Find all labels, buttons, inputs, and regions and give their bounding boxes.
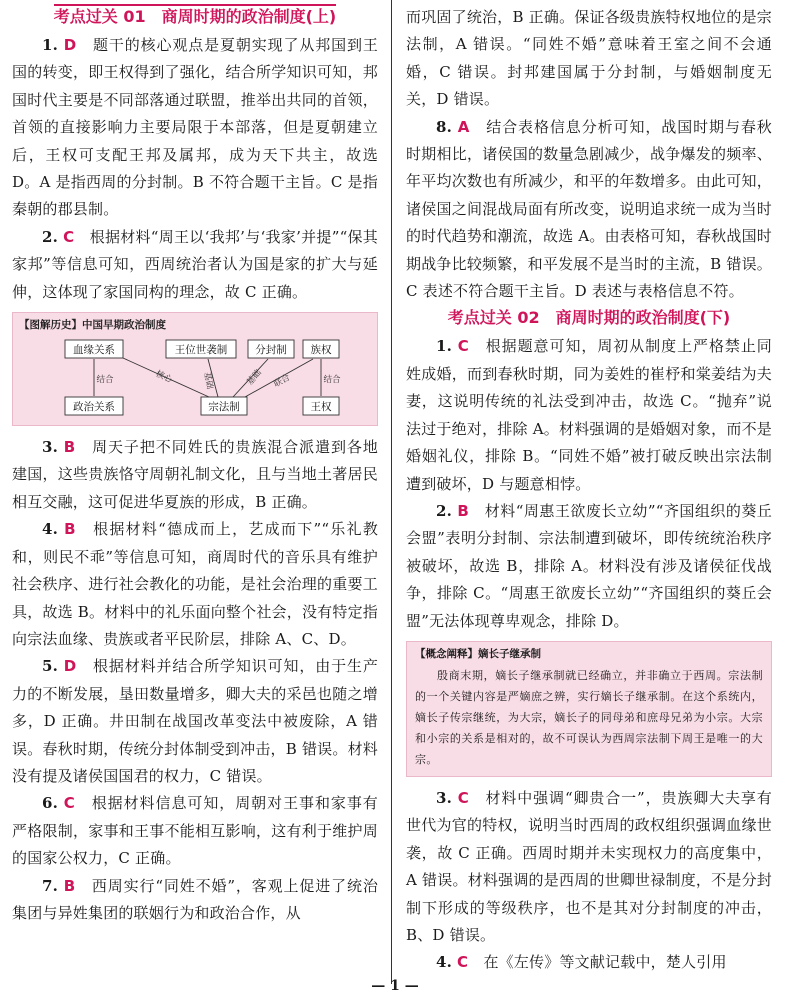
node-label: 政治关系 <box>73 401 115 414</box>
edge-label: 结合 <box>323 375 341 386</box>
answer-letter: B <box>63 438 76 457</box>
answer-item: 6. C 根据材料信息可知，周朝对王事和家事有严格限制，家事和王事不能相互影响，这有利于维护周的国家公权力，C 正确。 <box>12 794 379 868</box>
column-divider <box>391 0 392 984</box>
answer-letter: C <box>457 953 469 972</box>
left-column <box>12 4 378 927</box>
node-label: 王权 <box>310 401 332 414</box>
answer-item: 2. B 材料“周惠王欲废长立幼”“齐国组织的葵丘会盟”表明分封制、宗法制遭到破坏，即传统统治秩序被破坏，故选 B，排除 A。材料没有涉及诸侯征伐战争，排除 C。“周惠王欲废长立幼”“齐国组织的葵丘会盟”无法体现尊卑观念，排除 D。 <box>406 501 773 630</box>
answer-item: 8. A 结合表格信息分析可知，战国时期与春秋时期相比，诸侯国的数量急剧减少，战争爆发的频率、年平均次数也有所减少，和平的年数增多。由此可知，诸侯国之间混战局面有所改变，说明追求统一成为当时的时代趋势和潮流，故选 A。由表格可知，春秋战国时期战争比较频繁，和平发展不是当时的主流，B 错误。C 表述不符合题干主旨。D 表述与表格信息不符。 <box>406 117 772 301</box>
answer-letter: D <box>63 36 77 54</box>
diagram-early-political-system <box>12 312 378 426</box>
section-title-02: 考点过关 02 商周时期的政治制度(下) <box>447 308 731 328</box>
answer-letter: C <box>63 227 75 246</box>
answer-item: 3. B 周天子把不同姓氏的贵族混合派遣到各地建国，这些贵族恪守周朝礼制文化，且与当地土著居民相互交融，这可促进华夏族的形成，B 正确。 <box>12 438 379 511</box>
answer-letter: C <box>457 788 469 807</box>
diagram-svg <box>13 313 379 425</box>
edge-label: 核心 <box>154 369 174 386</box>
answer-item: 4. C 在《左传》等文献记载中，楚人引用 <box>436 953 727 972</box>
node-label: 宗法制 <box>208 401 240 414</box>
answer-item: 5. D 根据材料并结合所学知识可知，由于生产力的不断发展，垦田数量增多，卿大夫的采邑也随之增多，D 正确。井田制在战国改革变法中被废除，A 错误。春秋时期，传统分封体制受到冲击，B 错误。材料没有提及诸侯国国君的权力，C 错误。 <box>12 657 379 785</box>
concept-body: 殷商末期，嫡长子继承制就已经确立，并非确立于西周。宗法制的一个关键内容是严嫡庶之辨，实行嫡长子继承制。在这个系统内，嫡长子传宗继统，为大宗，嫡长子的同母弟和庶母兄弟为小宗。大宗和小宗的关系是相对的，故不可误认为西周宗法制下周王是唯一的大宗。 <box>415 668 763 766</box>
edge-label: 基础 <box>201 371 215 390</box>
edge-label: 联合 <box>272 372 292 390</box>
answer-letter: C <box>63 794 75 813</box>
answer-item: 7. B 西周实行“同姓不婚”，客观上促进了统治集团与异姓集团的联姻行为和政治合作，从 <box>12 876 379 922</box>
answer-letter: B <box>63 876 76 895</box>
answer-item: 3. C 材料中强调“卿贵合一”，贵族卿大夫享有世代为官的特权，说明当时西周的政权组织强调血缘世袭，故 C 正确。西周时期并未实现权力的高度集中，A 错误。材料强调的是西周的世卿世禄制度，不是分封制下形成的等级秩序，也不是其对分封制度的冲击，B、D 错误。 <box>406 788 773 944</box>
right-column <box>406 4 772 977</box>
answer-item: 2. C 根据材料“周王以‘我邦’与‘我家’并提”“保其家邦”等信息可知，西周统治者认为国是家的扩大与延伸，这体现了家国同构的理念，故 C 正确。 <box>12 227 378 301</box>
diagram-title: 【图解历史】中国早期政治制度 <box>19 319 166 332</box>
answer-item: 4. B 根据材料“德成而上，艺成而下”“乐礼教和，则民不乖”等信息可知，商周时代的音乐具有维护社会秩序、进行社会教化的功能，是社会治理的重要工具，故选 B。材料中的礼乐面向整个社会，没有特定指向宗法血缘、贵族或者平民阶层，排除 A、C、D。 <box>12 520 379 648</box>
edge-label: 结合 <box>96 375 114 386</box>
section-title-01: 考点过关 01 商周时期的政治制度(上) <box>12 4 378 28</box>
answer-letter: B <box>457 501 469 520</box>
answer-item: 1. D 题干的核心观点是夏朝实现了从邦国到王国的转变，即王权得到了强化，结合所学知识可知，邦国时代主要是不同部落通过联盟，推举出共同的首领，首领的直接影响力主要局限于本部落，但是夏朝建立后，王权可支配王邦及属邦，成为天下共主，故选 D。A 是指西周的分封制。B 不符合题干主旨。C 是指秦朝的郡县制。 <box>12 36 379 219</box>
edge-label: 基础 <box>245 368 264 388</box>
page-number: — 1 — <box>371 978 419 994</box>
answer-item: 1. C 根据题意可知，周初从制度上严格禁止同姓成婚，而到春秋时期，同为姜姓的崔杼和棠姜结为夫妻，这说明传统的礼法受到冲击，故选 C。“抛弃”说法过于绝对，排除 A。材料强调的是婚姻对象，而不是婚姻礼仪，排除 B。“同姓不婚”被打破反映出宗法制遭到破坏，D 与题意相悖。 <box>406 337 773 493</box>
answer-letter: B <box>64 520 76 539</box>
answer-letter: C <box>457 337 469 356</box>
node-label: 族权 <box>310 344 332 357</box>
answer-letter: A <box>457 117 470 136</box>
answer-continuation: 而巩固了统治，B 正确。保证各级贵族特权地位的是宗法制，A 错误。“同姓不婚”意味着王室之间不会通婚，C 错误。封邦建国属于分封制，与婚姻制度无关，D 错误。 <box>406 8 772 109</box>
concept-box <box>406 641 772 777</box>
concept-title: 【概念阐释】嫡长子继承制 <box>415 647 541 660</box>
node-label: 分封制 <box>255 344 287 357</box>
node-label: 王位世袭制 <box>174 344 228 357</box>
node-label: 血缘关系 <box>73 344 115 357</box>
answer-letter: D <box>63 657 77 676</box>
